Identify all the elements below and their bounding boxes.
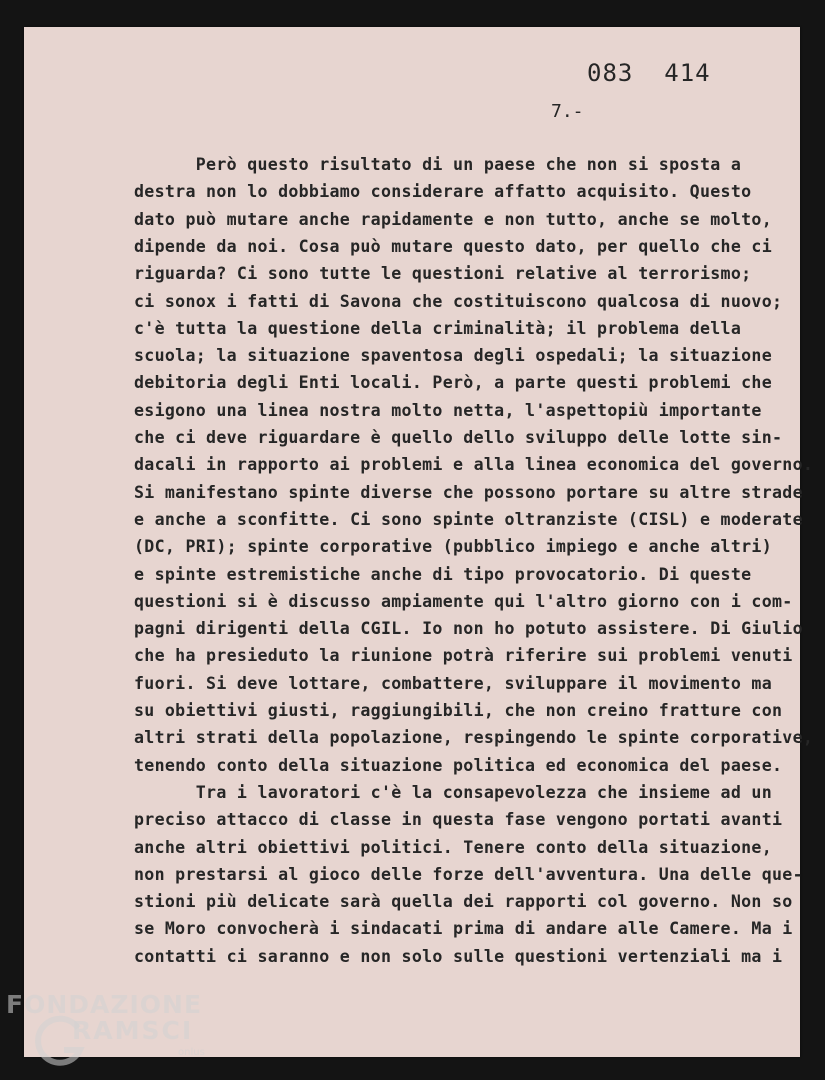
text-line: se Moro convocherà i sindacati prima di andare alle Camere. Ma i	[134, 919, 793, 939]
fondazione-gramsci-watermark	[2, 990, 222, 1070]
text-line: stioni più delicate sarà quella dei rapporti col governo. Non so	[134, 892, 793, 912]
typed-text-body	[24, 27, 814, 1057]
text-line: questioni si è discusso ampiamente qui l'altro giorno con i com-	[134, 591, 793, 611]
text-line: non prestarsi al gioco delle forze dell'avventura. Una delle que-	[134, 864, 803, 884]
text-line: Tra i lavoratori c'è la consapevolezza che insieme ad un	[134, 782, 772, 802]
text-line: preciso attacco di classe in questa fase vengono portati avanti	[134, 810, 783, 830]
text-line: che ha presieduto la riunione potrà riferire sui problemi venuti	[134, 646, 793, 666]
text-line: Però questo risultato di un paese che non si sposta a	[134, 155, 742, 174]
text-line: riguarda? Ci sono tutte le questioni relative al terrorismo;	[134, 264, 752, 284]
text-line: esigono una linea nostra molto netta, l'aspettopiù importante	[134, 400, 762, 420]
text-line: contatti ci saranno e non solo sulle questioni vertenziali ma i	[134, 946, 783, 966]
text-line: dipende da noi. Cosa può mutare questo dato, per quello che ci	[134, 236, 772, 256]
text-line: destra non lo dobbiamo considerare affatto acquisito. Questo	[134, 182, 752, 202]
text-line: su obiettivi giusti, raggiungibili, che non creino fratture con	[134, 701, 783, 720]
text-line: dacali in rapporto ai problemi e alla linea economica del governo.	[134, 455, 814, 475]
watermark-onlus: onlus	[178, 1047, 205, 1058]
text-line: debitoria degli Enti locali. Però, a parte questi problemi che	[134, 373, 772, 393]
text-line: c'è tutta la questione della criminalità; il problema della	[134, 318, 742, 338]
text-line: pagni dirigenti della CGIL. Io non ho potuto assistere. Di Giulio	[134, 619, 803, 639]
text-line: fuori. Si deve lottare, combattere, sviluppare il movimento ma	[134, 673, 772, 693]
text-line: (DC, PRI); spinte corporative (pubblico impiego e anche altri)	[134, 537, 772, 557]
text-line: tenendo conto della situazione politica ed economica del paese.	[134, 755, 783, 775]
archive-number: 083 414	[587, 59, 711, 87]
text-line: e anche a sconfitte. Ci sono spinte oltranziste (CISL) e moderate	[134, 509, 803, 529]
text-line: ci sonox i fatti di Savona che costituiscono qualcosa di nuovo;	[134, 291, 783, 311]
text-line: altri strati della popolazione, respingendo le spinte corporative,	[134, 728, 814, 748]
text-line: anche altri obiettivi politici. Tenere conto della situazione,	[134, 837, 772, 857]
page-number: 7.-	[551, 101, 584, 122]
document-page	[24, 27, 814, 1057]
watermark-line-2: RAMSCI	[72, 1016, 194, 1045]
text-line: che ci deve riguardare è quello dello sviluppo delle lotte sin-	[134, 428, 783, 447]
text-line: e spinte estremistiche anche di tipo provocatorio. Di queste	[134, 564, 752, 584]
text-line: dato può mutare anche rapidamente e non tutto, anche se molto,	[134, 209, 772, 229]
text-line: Si manifestano spinte diverse che possono portare su altre strade	[134, 482, 803, 502]
watermark-line-1: FONDAZIONE	[6, 990, 203, 1019]
text-line: scuola; la situazione spaventosa degli ospedali; la situazione	[134, 346, 772, 366]
